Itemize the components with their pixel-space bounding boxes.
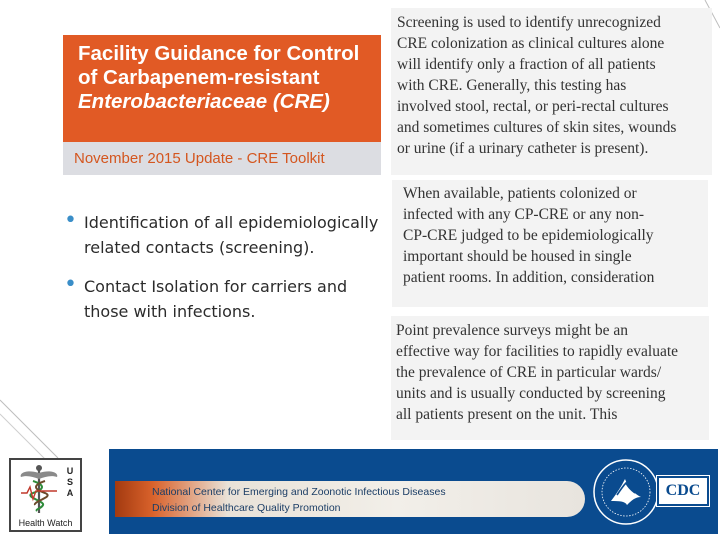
- quote-isolation: [392, 180, 708, 307]
- bullet-list: [64, 210, 384, 324]
- title-banner: [63, 35, 381, 142]
- quote-line: When available, patients colonized or: [403, 185, 637, 202]
- title-block: [63, 35, 381, 175]
- quote-line: Point prevalence surveys might be an: [396, 322, 629, 339]
- quote-line: the prevalence of CRE in particular wards/: [396, 364, 662, 381]
- quote-line: units and is usually conducted by screening: [396, 385, 666, 402]
- title-line-2: of Carbapenem-resistant: [78, 66, 320, 89]
- title-line-3: Enterobacteriaceae (CRE): [78, 90, 330, 113]
- quote-line: and sometimes cultures of skin sites, wounds: [397, 119, 677, 136]
- quote-line: involved stool, rectal, or peri-rectal cultures: [397, 98, 669, 115]
- quote-line: all patients present on the unit. This: [396, 406, 618, 423]
- title-line-1: Facility Guidance for Control: [78, 42, 360, 65]
- logo-usa-text: U S A: [66, 466, 74, 498]
- quote-line: CP-CRE judged to be epidemiologically: [403, 227, 654, 244]
- quote-line: patient rooms. In addition, consideration: [403, 269, 655, 286]
- bullet-dot-icon: •: [64, 272, 77, 297]
- quote-line: important should be housed in single: [403, 248, 632, 265]
- hhs-seal-icon: [591, 457, 661, 527]
- title-subtitle: November 2015 Update - CRE Toolkit: [74, 150, 325, 167]
- cdc-logo: CDC: [657, 476, 709, 506]
- caduceus-icon: [17, 463, 61, 515]
- quote-line: Screening is used to identify unrecognized: [397, 14, 661, 31]
- bullet-item: [64, 274, 384, 324]
- quote-line: effective way for facilities to rapidly evaluate: [396, 343, 679, 360]
- bullet-dot-icon: •: [64, 208, 77, 233]
- quote-prevalence: [391, 316, 709, 440]
- quote-line: infected with any CP-CRE or any non-: [403, 206, 645, 223]
- bullet-text: Contact Isolation for carriers and those with infections.: [84, 277, 348, 321]
- quote-line: with CRE. Generally, this testing has: [397, 77, 627, 94]
- bullet-text: Identification of all epidemiologically related contacts (screening).: [84, 213, 379, 257]
- health-watch-logo: [9, 458, 82, 532]
- logo-caption: Health Watch: [18, 518, 73, 528]
- cdc-banner: [109, 449, 718, 534]
- quote-line: CRE colonization as clinical cultures alone: [397, 35, 665, 52]
- quote-line: will identify only a fraction of all patients: [397, 56, 656, 73]
- bullet-item: [64, 210, 384, 260]
- banner-division-name: Division of Healthcare Quality Promotion: [152, 502, 341, 514]
- quote-line: or urine (if a urinary catheter is present).: [397, 140, 649, 157]
- banner-center-name: National Center for Emerging and Zoonotic Infectious Diseases: [152, 486, 446, 498]
- quote-screening: [391, 8, 712, 175]
